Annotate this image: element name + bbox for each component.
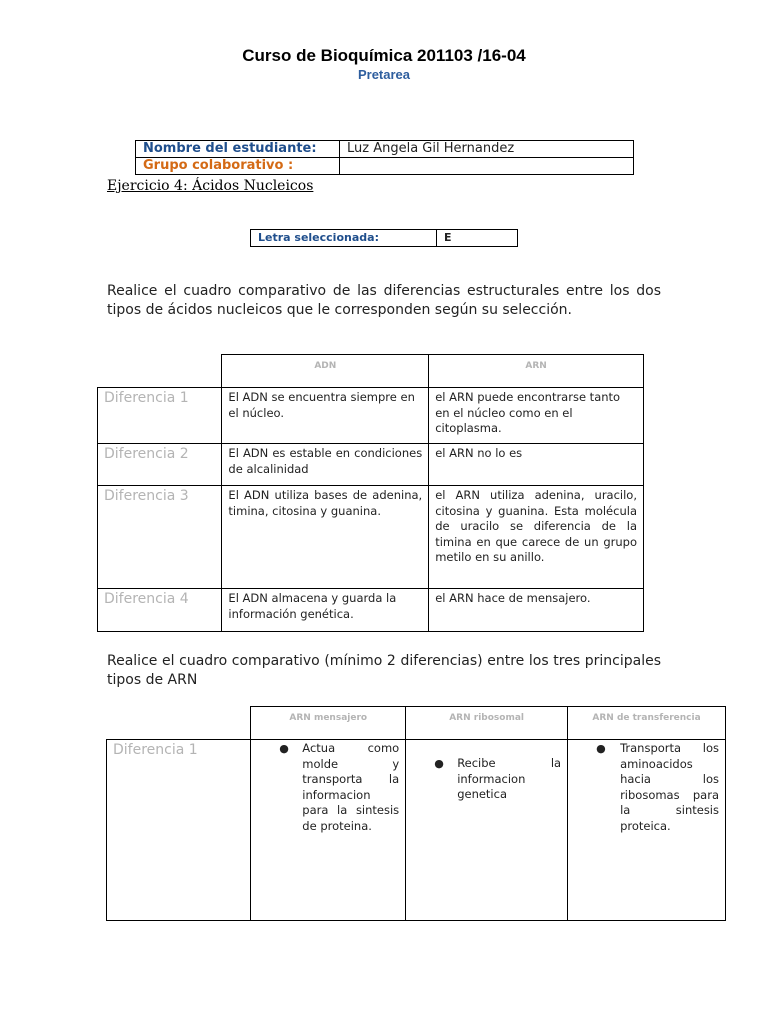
arn-cell: el ARN hace de mensajero. <box>429 589 644 632</box>
adn-cell: El ADN almacena y guarda la información genética. <box>222 589 429 632</box>
student-name-row <box>136 141 634 158</box>
row-label: Diferencia 2 <box>98 444 222 486</box>
group-value[interactable] <box>340 158 634 175</box>
row-label: Diferencia 1 <box>107 740 251 921</box>
letter-selection-table <box>250 229 518 247</box>
group-label: Grupo colaborativo : <box>136 158 340 175</box>
adn-cell: El ADN es estable en condiciones de alcalinidad <box>222 444 429 486</box>
group-row <box>136 158 634 175</box>
bullet-icon: ● <box>434 757 444 770</box>
row-label: Diferencia 3 <box>98 486 222 589</box>
adn-cell: El ADN utiliza bases de adenina, timina, citosina y guanina. <box>222 486 429 589</box>
header-arn: ARN <box>429 355 644 388</box>
mensajero-text: Actua como molde y transporta la informacion para la sintesis de proteina. <box>302 741 400 833</box>
arn-cell: el ARN puede encontrarse tanto en el núcleo como en el citoplasma. <box>429 388 644 444</box>
empty-corner-cell <box>98 355 222 388</box>
header-arn-ribosomal: ARN ribosomal <box>406 707 568 740</box>
student-info-table <box>135 140 634 175</box>
instruction-paragraph-1: Realice el cuadro comparativo de las diferencias estructurales entre los dos tipos de ácidos nucleicos que le corresponden según su selección. <box>107 283 661 318</box>
transferencia-text: Transporta los aminoacidos hacia los ribosomas para la sintesis proteica. <box>620 741 719 833</box>
arn-cell: el ARN utiliza adenina, uracilo, citosina y guanina. Esta molécula de uracilo se diferencia de la timina en que carece de un grupo metilo en su anillo. <box>429 486 644 589</box>
mensajero-cell <box>251 740 406 921</box>
ribosomal-text: Recibe la informacion genetica <box>457 756 562 801</box>
header-adn: ADN <box>222 355 429 388</box>
table-row <box>98 589 644 632</box>
arn-cell: el ARN no lo es <box>429 444 644 486</box>
bullet-icon: ● <box>596 742 606 755</box>
letter-selection-value[interactable]: E <box>437 230 518 247</box>
student-name-label: Nombre del estudiante: <box>136 141 340 158</box>
document-subtitle: Pretarea <box>357 67 411 82</box>
adn-cell: El ADN se encuentra siempre en el núcleo. <box>222 388 429 444</box>
empty-corner-cell <box>107 707 251 740</box>
adn-arn-comparison-table <box>97 354 644 632</box>
bullet-icon: ● <box>279 742 289 755</box>
row-label: Diferencia 4 <box>98 589 222 632</box>
row-label: Diferencia 1 <box>98 388 222 444</box>
arn-types-comparison-table <box>106 706 726 921</box>
student-name-value[interactable]: Luz Angela Gil Hernandez <box>340 141 634 158</box>
ribosomal-cell <box>406 740 568 921</box>
table-row <box>98 444 644 486</box>
exercise-title: Ejercicio 4: Ácidos Nucleicos <box>107 178 314 194</box>
table-row <box>98 486 644 589</box>
document-title: Curso de Bioquímica 201103 /16-04 <box>242 46 526 65</box>
header-arn-transferencia: ARN de transferencia <box>568 707 726 740</box>
transferencia-cell <box>568 740 726 921</box>
instruction-paragraph-2: Realice el cuadro comparativo (mínimo 2 diferencias) entre los tres principales tipos de ARN <box>107 653 661 688</box>
table-row <box>98 388 644 444</box>
table-row <box>107 740 726 921</box>
header-arn-mensajero: ARN mensajero <box>251 707 406 740</box>
letter-selection-label: Letra seleccionada: <box>251 230 437 247</box>
